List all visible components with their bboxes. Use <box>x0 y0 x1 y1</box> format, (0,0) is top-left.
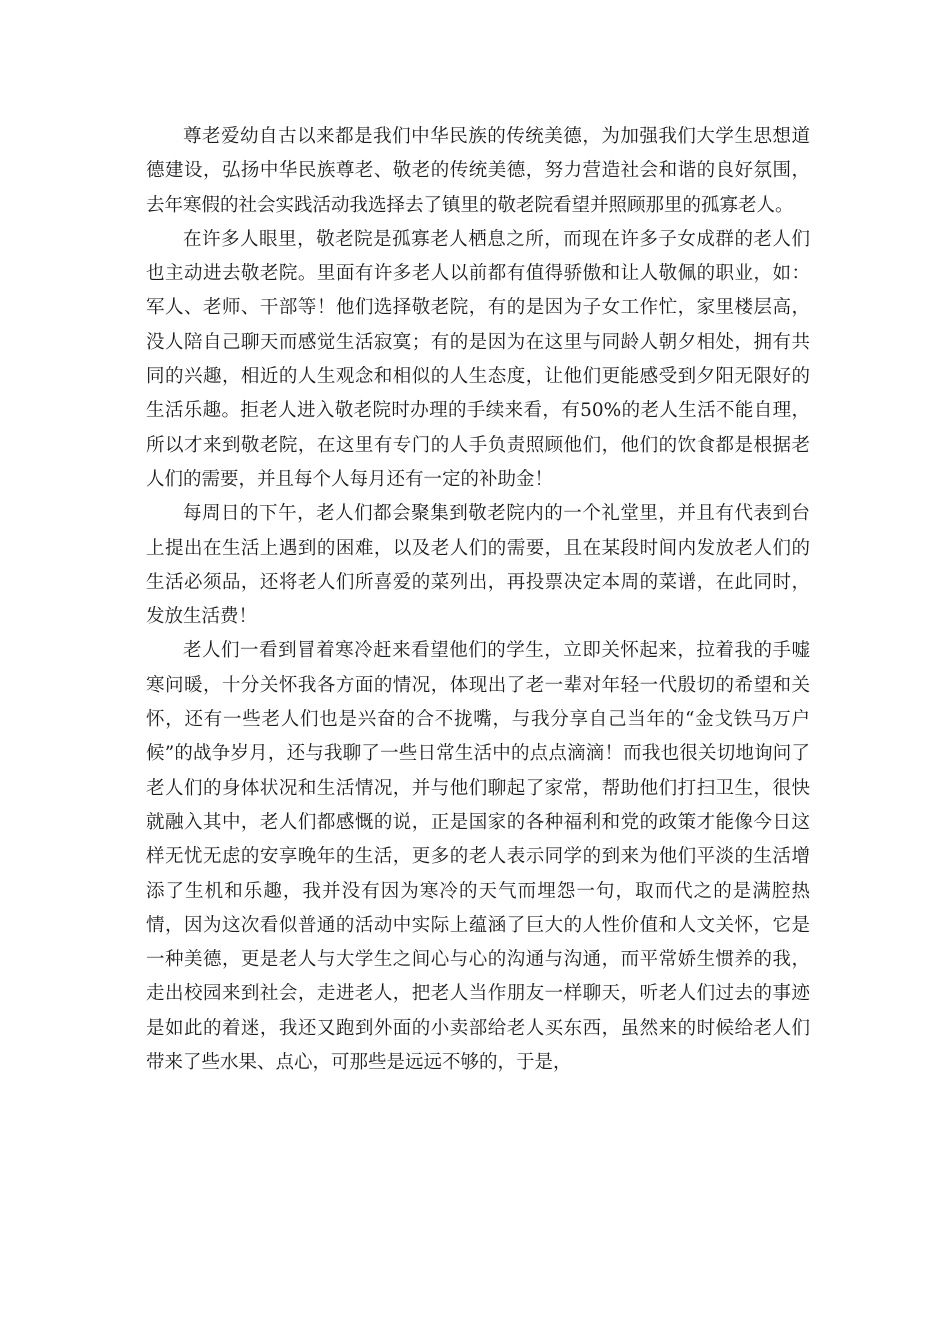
paragraph-visit: 老人们一看到冒着寒冷赶来看望他们的学生，立即关怀起来，拉着我的手嘘寒问暖，十分关怀我各方面的情况，体现出了老一辈对年轻一代殷切的希望和关怀，还有一些老人们也是兴奋的合不拢嘴，与我分享自己当年的“金戈铁马万户候”的战争岁月，还与我聊了一些日常生活中的点点滴滴！而我也很关切地询问了老人们的身体状况和生活情况，并与他们聊起了家常，帮助他们打扫卫生，很快就融入其中，老人们都感慨的说，正是国家的各种福利和党的政策才能像今日这样无忧无虑的安享晚年的生活，更多的老人表示同学的到来为他们平淡的生活增添了生机和乐趣，我并没有因为寒冷的天气而埋怨一句，取而代之的是满腔热情，因为这次看似普通的活动中实际上蕴涵了巨大的人性价值和人文关怀，它是一种美德，更是老人与大学生之间心与心的沟通与沟通，而平常娇生惯养的我，走出校园来到社会，走进老人，把老人当作朋友一样聊天，听老人们过去的事迹是如此的着迷，我还又跑到外面的小卖部给老人买东西，虽然来的时候给老人们带来了些水果、点心，可那些是远远不够的，于是， <box>146 640 810 1074</box>
paragraph-sunday-meeting: 每周日的下午，老人们都会聚集到敬老院内的一个礼堂里，并且有代表到台上提出在生活上遇到的困难，以及老人们的需要，且在某段时间内发放老人们的生活必须品，还将老人们所喜爱的菜列出，再投票决定本周的菜谱，在此同时，发放生活费！ <box>146 503 810 628</box>
paragraph-nursing-home: 在许多人眼里，敬老院是孤寡老人栖息之所，而现在许多子女成群的老人们也主动进去敬老院。里面有许多老人以前都有值得骄傲和让人敬佩的职业，如：军人、老师、干部等！他们选择敬老院，有的是因为子女工作忙，家里楼层高，没人陪自己聊天而感觉生活寂寞；有的是因为在这里与同龄人朝夕相处，拥有共同的兴趣，相近的人生观念和相似的人生态度，让他们更能感受到夕阳无限好的生活乐趣。拒老人进入敬老院时办理的手续来看，有50%的老人生活不能自理，所以才来到敬老院，在这里有专门的人手负责照顾他们，他们的饮食都是根据老人们的需要，并且每个人每月还有一定的补助金！ <box>146 228 810 490</box>
document-body <box>146 120 810 1080</box>
paragraph-intro: 尊老爱幼自古以来都是我们中华民族的传统美德，为加强我们大学生思想道德建设，弘扬中华民族尊老、敬老的传统美德，努力营造社会和谐的良好氛围，去年寒假的社会实践活动我选择去了镇里的敬老院看望并照顾那里的孤寡老人。 <box>146 126 810 216</box>
